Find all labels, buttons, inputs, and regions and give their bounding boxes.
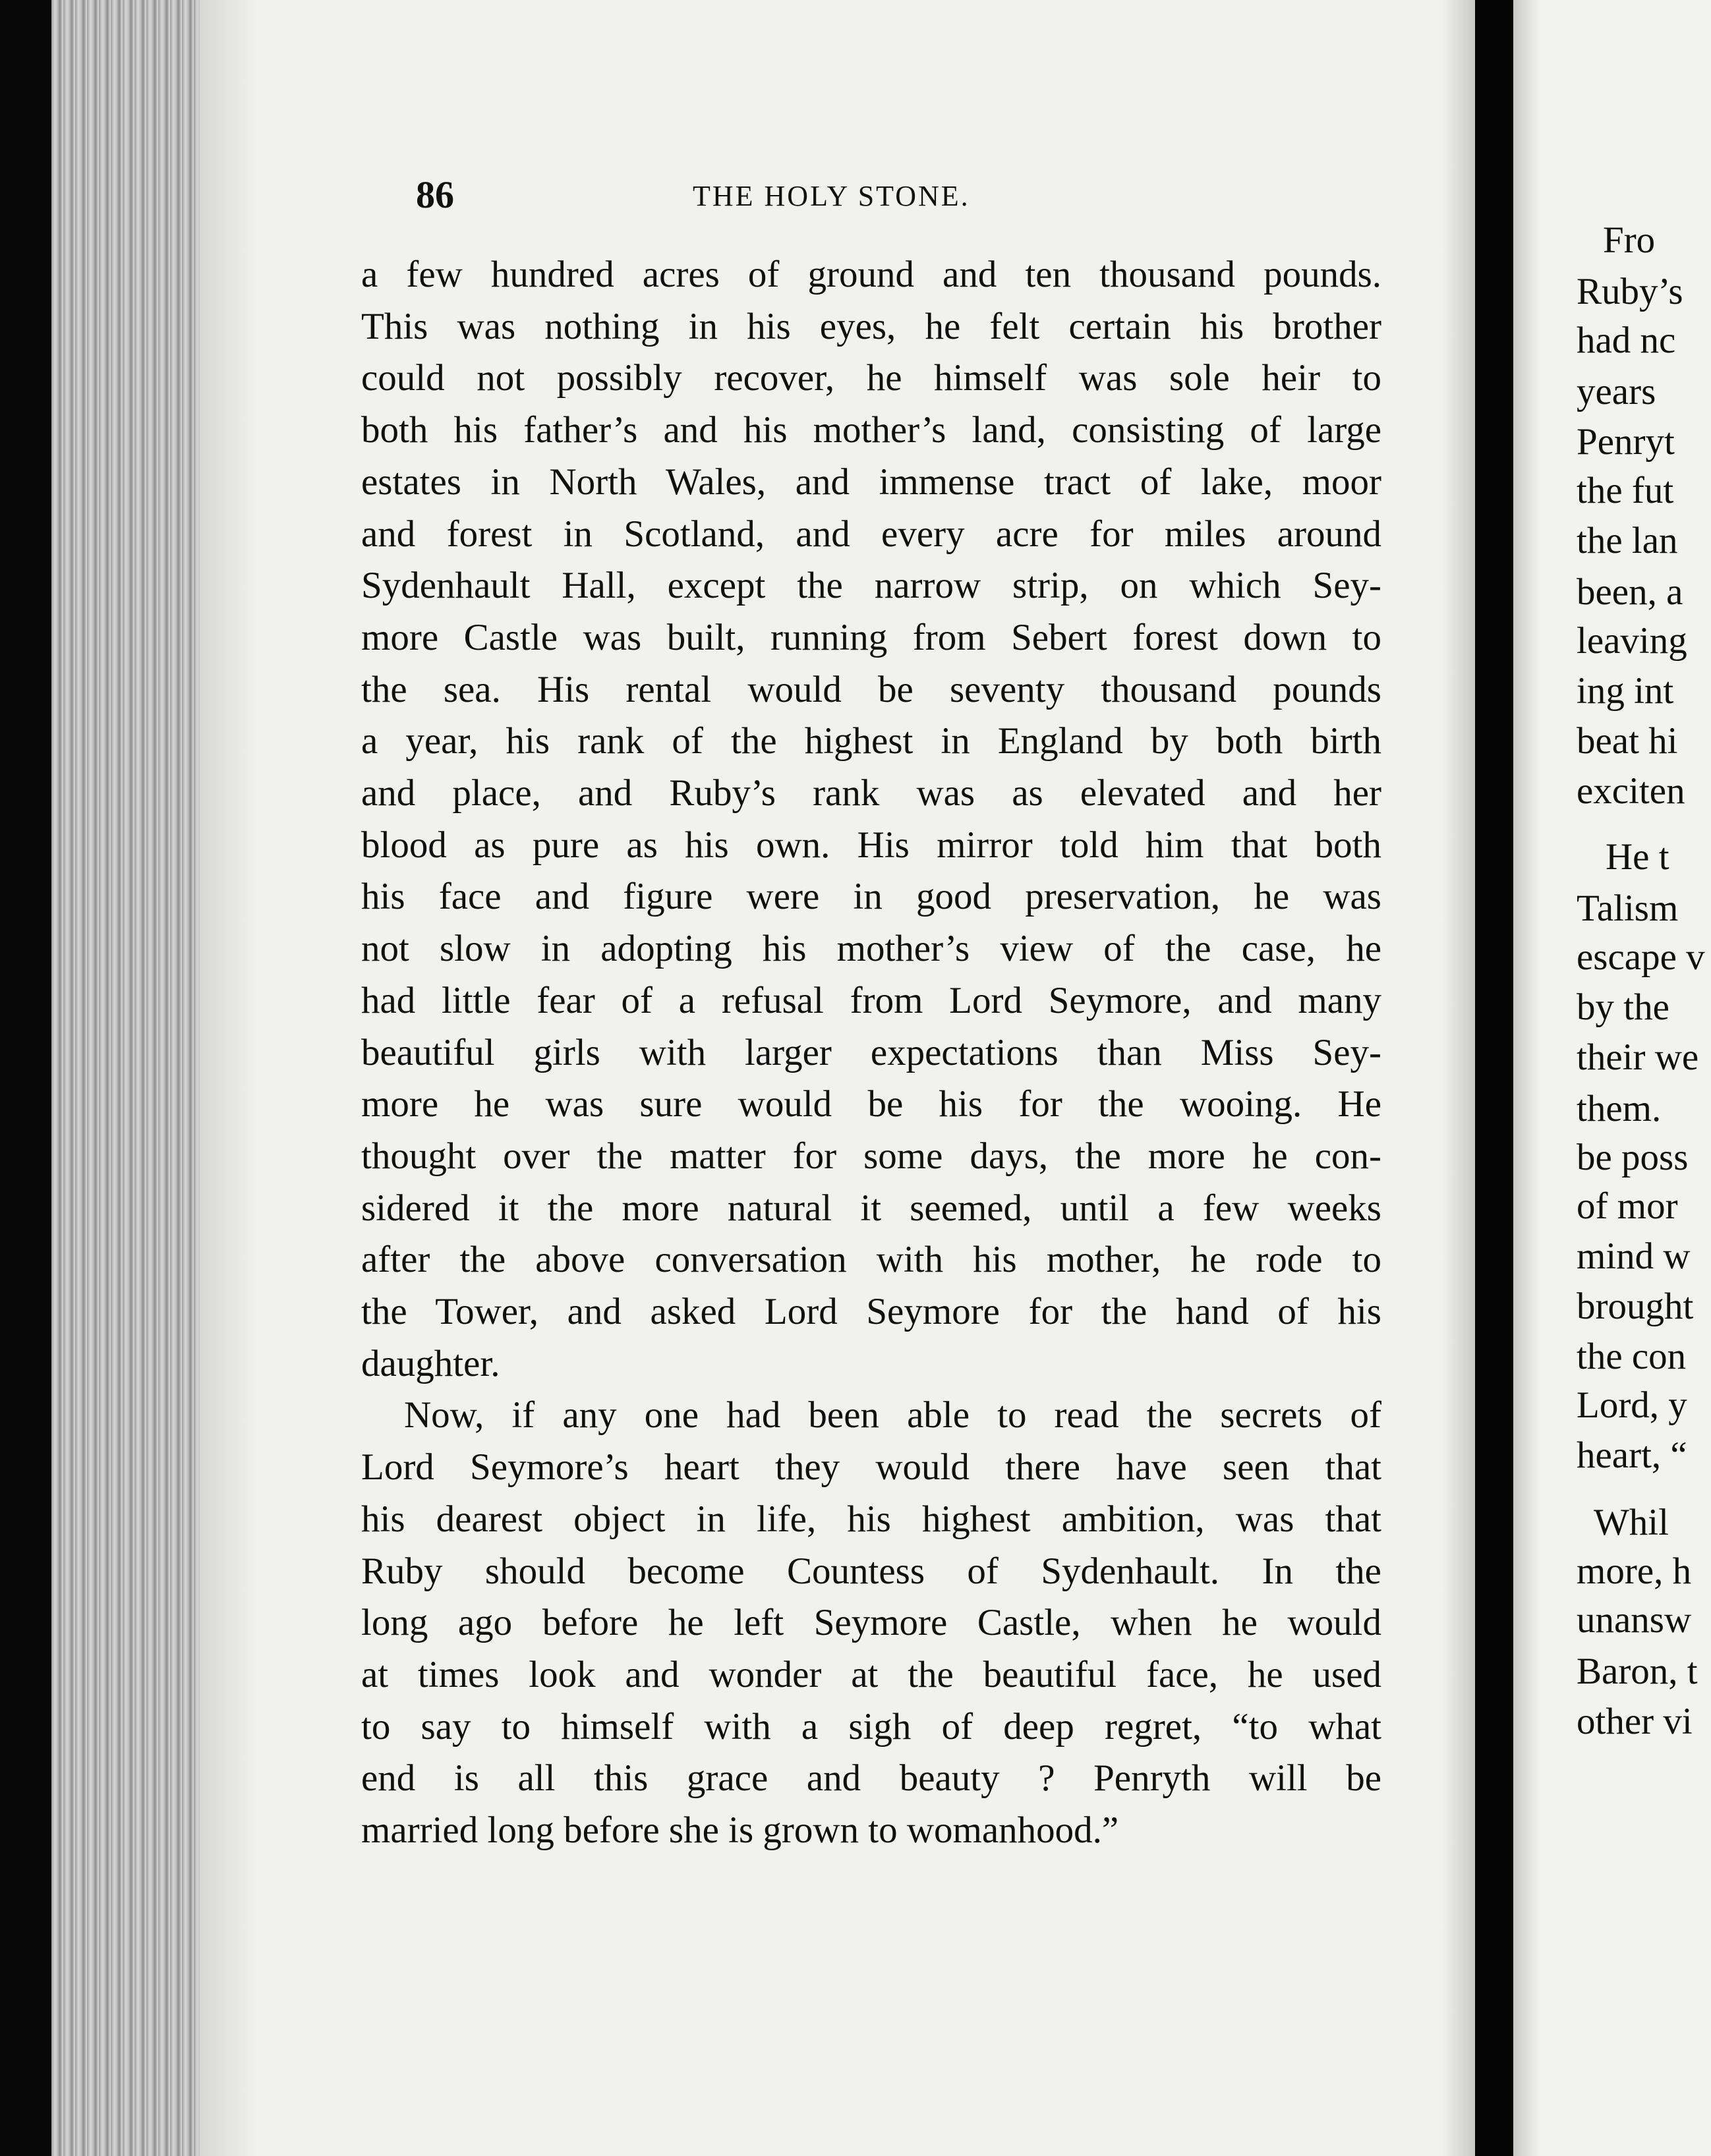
text-line: daughter. <box>361 1342 500 1384</box>
right-page-line-fragment: other vi <box>1577 1701 1693 1742</box>
text-line: Lord Seymore’s heart they would there have seen that <box>361 1446 1381 1489</box>
text-line: married long before she is grown to womanhood.” <box>361 1809 1119 1852</box>
right-page-line-fragment: Baron, t <box>1577 1651 1698 1692</box>
right-page-line-fragment: unansw <box>1577 1599 1692 1641</box>
text-line: Sydenhault Hall, except the narrow strip, on which Sey- <box>361 565 1381 607</box>
right-page-line-fragment: leaving <box>1577 620 1687 662</box>
text-line: could not possibly recover, he himself was sole heir to <box>361 357 1381 399</box>
right-gutter-shadow <box>1513 0 1540 2156</box>
text-line: more Castle was built, running from Sebert forest down to <box>361 616 1381 658</box>
right-page-line-fragment: Penryt <box>1577 421 1675 463</box>
text-line: his dearest object in life, his highest ambition, was that <box>361 1498 1381 1540</box>
running-head: THE HOLY STONE. <box>693 180 970 212</box>
right-page-line-fragment: by the <box>1577 986 1669 1028</box>
right-page-line-fragment: be poss <box>1577 1137 1689 1178</box>
right-page-line-fragment: the fut <box>1577 470 1674 511</box>
text-line: more he was sure would be his for the wooing. He <box>361 1083 1381 1125</box>
text-line: the Tower, and asked Lord Seymore for the hand of his <box>361 1291 1381 1333</box>
right-page-line-fragment: more, h <box>1577 1550 1692 1592</box>
right-page-line-fragment: their we <box>1577 1036 1699 1078</box>
page-header <box>416 166 1434 219</box>
body-text <box>361 249 1381 1857</box>
right-page-line-fragment: Fro <box>1603 219 1656 261</box>
text-line: long ago before he left Seymore Castle, when he would <box>361 1602 1381 1644</box>
page-gap <box>1475 0 1513 2156</box>
text-line: not slow in adopting his mother’s view of the case, he <box>361 928 1381 970</box>
text-line: after the above conversation with his mother, he rode to <box>361 1239 1381 1281</box>
text-line: thought over the matter for some days, the more he con- <box>361 1135 1381 1177</box>
paragraph <box>361 249 1381 1390</box>
text-line: had little fear of a refusal from Lord Seymore, and many <box>361 979 1381 1021</box>
right-page-line-fragment: brought <box>1577 1286 1694 1327</box>
right-page-line-fragment: the con <box>1577 1336 1687 1377</box>
right-page-line-fragment: them. <box>1577 1088 1662 1129</box>
text-line: estates in North Wales, and immense tract of lake, moor <box>361 461 1381 503</box>
page-number: 86 <box>416 173 454 216</box>
text-line: a year, his rank of the highest in England by both birth <box>361 720 1381 762</box>
right-page-line-fragment: escape v <box>1577 936 1705 978</box>
text-line: beautiful girls with larger expectations than Miss Sey- <box>361 1031 1381 1073</box>
text-line: his face and figure were in good preservation, he was <box>361 876 1381 918</box>
paragraph <box>361 1390 1381 1856</box>
right-page-line-fragment: beat hi <box>1577 720 1678 762</box>
right-page-line-fragment: mind w <box>1577 1235 1691 1277</box>
right-page-line-fragment: Talism <box>1577 888 1679 929</box>
text-line: a few hundred acres of ground and ten thousand pounds. <box>361 254 1381 295</box>
right-page-line-fragment: Ruby’s <box>1577 271 1683 312</box>
right-page-line-fragment: He t <box>1606 836 1669 878</box>
right-page-line-fragment: heart, “ <box>1577 1434 1687 1476</box>
page-edge-shadow <box>200 0 259 2156</box>
right-page-line-fragment: years <box>1577 371 1656 412</box>
text-line: This was nothing in his eyes, he felt certain his brother <box>361 305 1381 347</box>
right-page-line-fragment: the lan <box>1577 520 1678 561</box>
text-line: Ruby should become Countess of Sydenhault. In the <box>361 1550 1381 1592</box>
page-edge-stack <box>51 0 200 2156</box>
text-line: and place, and Ruby’s rank was as elevated and her <box>361 772 1381 814</box>
text-line: Now, if any one had been able to read the secrets of <box>404 1394 1381 1436</box>
right-page <box>1513 0 1711 2156</box>
text-line: blood as pure as his own. His mirror told him that both <box>361 824 1381 866</box>
text-line: end is all this grace and beauty ? Penryth will be <box>361 1757 1381 1800</box>
right-page-line-fragment: of mor <box>1577 1185 1678 1227</box>
text-line: and forest in Scotland, and every acre for miles around <box>361 513 1381 555</box>
text-line: both his father’s and his mother’s land, consisting of large <box>361 409 1381 451</box>
text-line: to say to himself with a sigh of deep regret, “to what <box>361 1705 1381 1747</box>
right-page-line-fragment: Lord, y <box>1577 1384 1687 1426</box>
gutter-shadow <box>1442 0 1475 2156</box>
right-page-line-fragment: Whil <box>1594 1502 1669 1543</box>
right-page-line-fragment: ing int <box>1577 670 1674 712</box>
right-page-line-fragment: been, a <box>1577 571 1683 613</box>
text-line: sidered it the more natural it seemed, until a few weeks <box>361 1187 1381 1229</box>
right-page-line-fragment: had nc <box>1577 320 1676 361</box>
text-line: at times look and wonder at the beautiful face, he used <box>361 1653 1381 1695</box>
right-page-line-fragment: exciten <box>1577 770 1685 812</box>
text-line: the sea. His rental would be seventy thousand pounds <box>361 668 1381 710</box>
